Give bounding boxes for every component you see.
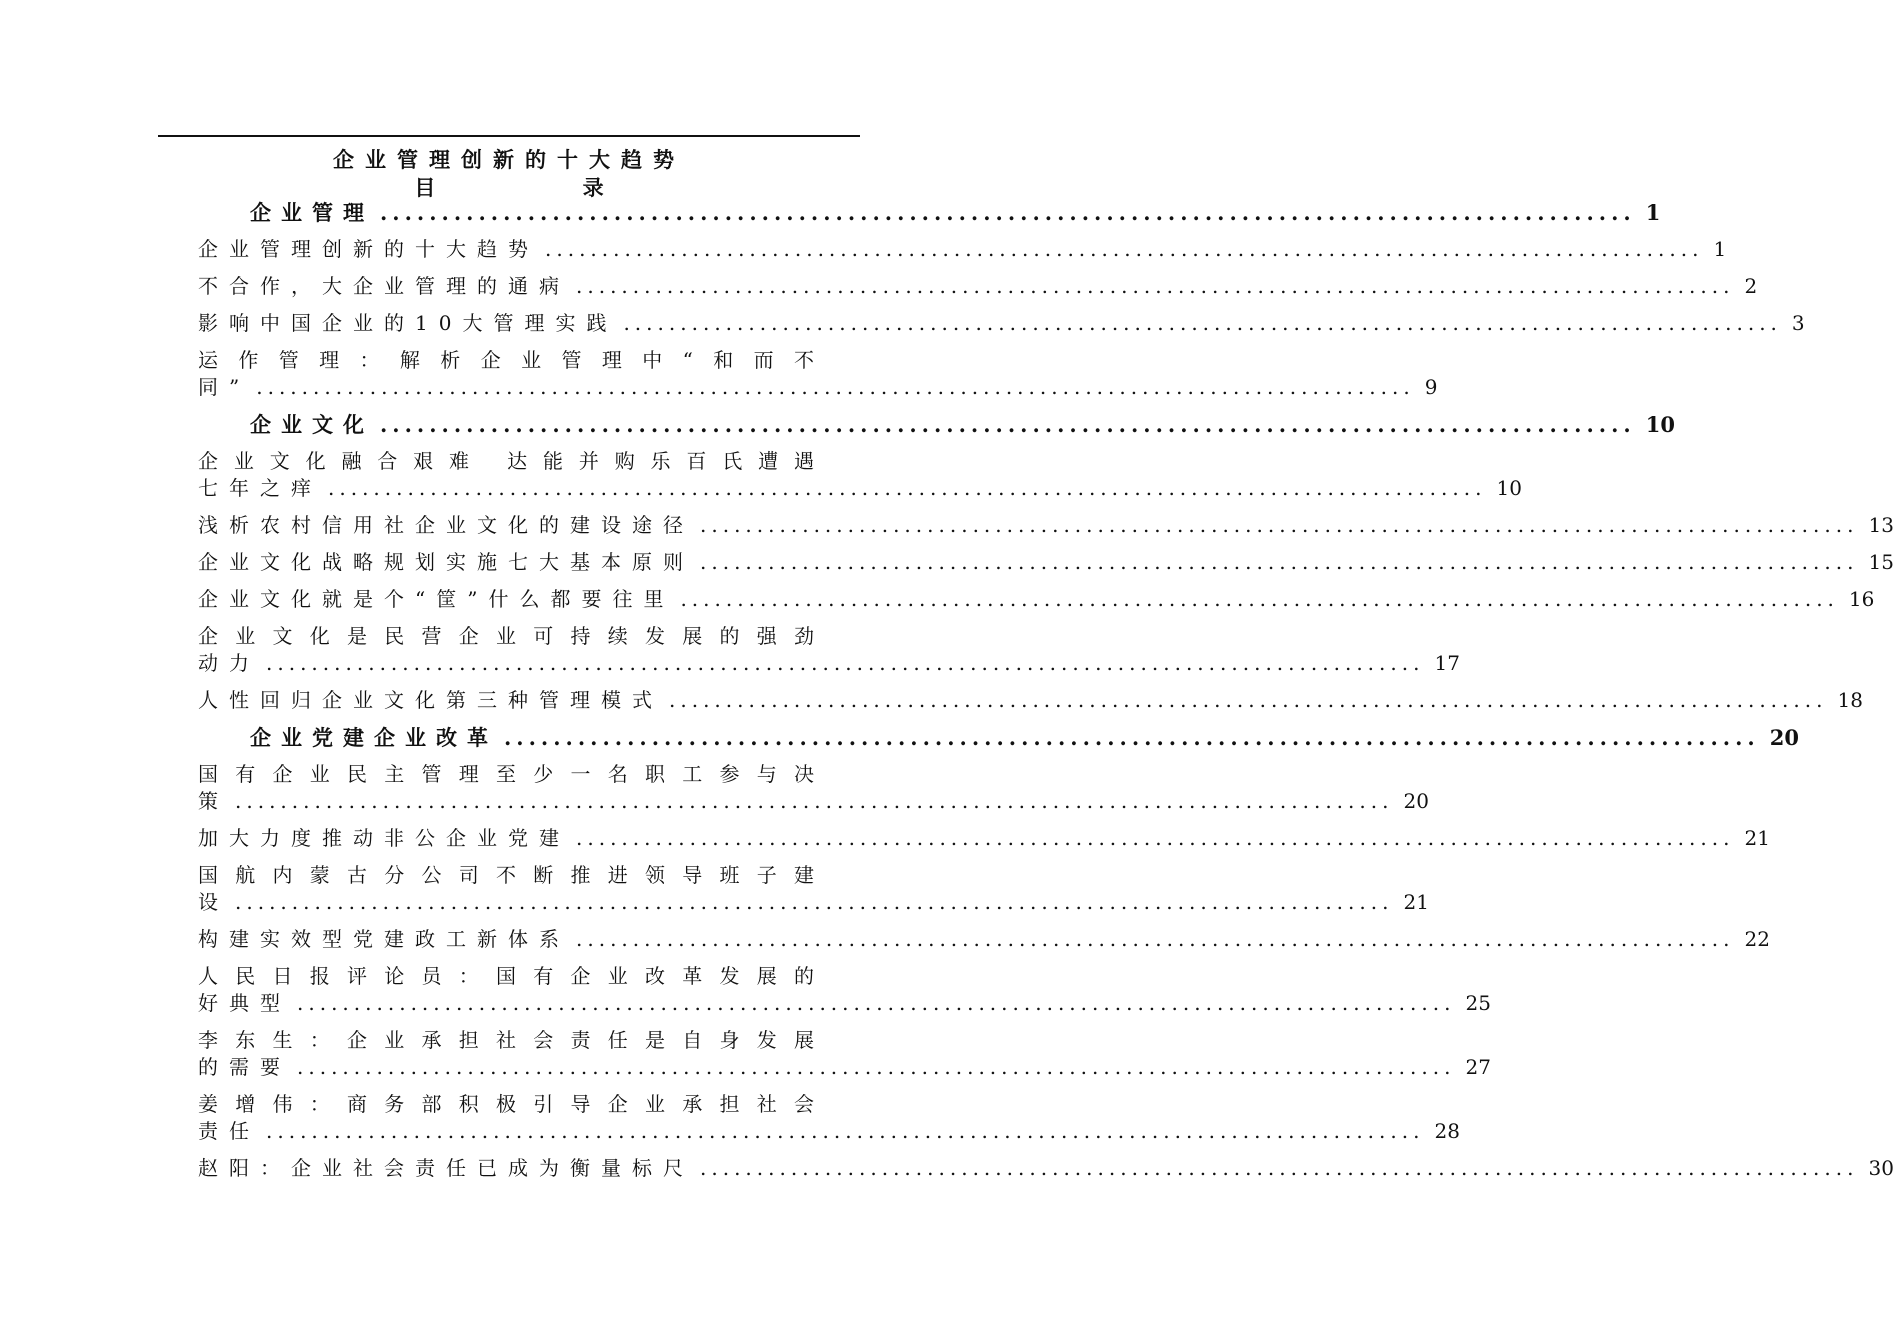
toc-leader-dots: ...................................................................................................... [623,311,1782,335]
toc-entry[interactable] [198,549,1894,576]
toc-entry-title: 赵阳：企业社会责任已成为衡量标尺 [198,1156,694,1180]
toc-entry[interactable] [198,310,1805,337]
toc-entry-line [198,687,1863,714]
toc-leader-dots: ...................................................................................................... [256,375,1415,399]
toc-entry-line [198,650,1460,677]
table-of-contents [198,199,1894,1182]
toc-entry-line [198,926,1770,953]
toc-leader-dots: ...................................................................................................... [576,927,1735,951]
toc-entry[interactable] [198,825,1770,852]
toc-entry-title: 责任 [198,1119,260,1143]
toc-page-number: 1 [1713,237,1727,261]
toc-entry-title: 不合作，大企业管理的通病 [198,274,570,298]
toc-entry-line [198,411,1675,438]
toc-leader-dots: ...................................................................................................... [576,274,1735,298]
toc-page-number: 17 [1434,651,1460,675]
toc-entry-line [198,310,1805,337]
toc-entry[interactable] [198,963,1491,1017]
toc-entry-line [198,1118,1460,1145]
toc-entry[interactable] [198,273,1758,300]
toc-page-number: 3 [1791,311,1805,335]
toc-entry[interactable] [198,862,1429,916]
toc-page-number: 20 [1403,789,1429,813]
toc-leader-dots: ...................................................................................................... [235,890,1394,914]
toc-leader-dots: ...................................................................................................... [380,412,1636,437]
toc-entry[interactable] [198,512,1894,539]
toc-entry-title-line1: 运作管理：解析企业管理中“和而不 [198,348,826,372]
toc-page-number: 21 [1744,826,1770,850]
toc-entry[interactable] [198,586,1875,613]
toc-entry[interactable] [198,761,1429,815]
toc-leader-dots: ...................................................................................................... [700,513,1859,537]
toc-page-number: 9 [1424,375,1438,399]
toc-entry-line [198,1054,1491,1081]
toc-page-number: 16 [1848,587,1875,611]
toc-entry[interactable] [198,1155,1894,1182]
toc-entry-title: 企业文化战略规划实施七大基本原则 [198,550,694,574]
toc-page-number: 22 [1744,927,1770,951]
toc-leader-dots: ...................................................................................................... [680,587,1839,611]
toc-entry[interactable] [198,623,1460,677]
toc-entry-line [198,475,1522,502]
toc-entry-title-line1: 李东生：企业承担社会责任是自身发展 [198,1028,826,1052]
toc-entry-title: 设 [198,890,229,914]
toc-page-number: 21 [1403,890,1429,914]
toc-page-number: 2 [1744,274,1758,298]
toc-entry-title: 加大力度推动非公企业党建 [198,826,570,850]
toc-leader-dots: ...................................................................................................... [235,789,1394,813]
toc-page-number: 30 [1868,1156,1894,1180]
toc-entry-line [198,512,1894,539]
toc-entry[interactable] [198,687,1863,714]
toc-entry-title-line1: 国航内蒙古分公司不断推进领导班子建 [198,863,826,887]
toc-entry-title: 企业文化就是个“筐”什么都要往里 [198,587,675,611]
toc-section-title: 企业文化 [250,412,374,437]
toc-page-number: 13 [1868,513,1894,537]
toc-leader-dots: ...................................................................................................... [266,651,1425,675]
toc-entry-line [198,990,1491,1017]
toc-entry-title: 同” [198,375,251,399]
toc-entry-title: 动力 [198,651,260,675]
toc-leader-dots: ...................................................................................................... [700,550,1859,574]
toc-entry-line [198,374,1438,401]
toc-leader-dots: ...................................................................................................... [380,200,1636,225]
toc-entry-line [198,1155,1894,1182]
toc-page-number: 25 [1465,991,1491,1015]
toc-page-number: 18 [1837,688,1863,712]
toc-section-title: 企业管理 [250,200,374,225]
toc-entry-title: 影响中国企业的10大管理实践 [198,311,618,335]
toc-entry-title: 构建实效型党建政工新体系 [198,927,570,951]
toc-section-title: 企业党建企业改革 [250,725,498,750]
toc-entry-title: 浅析农村信用社企业文化的建设途径 [198,513,694,537]
toc-leader-dots: ...................................................................................................... [328,476,1487,500]
toc-leader-dots: ...................................................................................................... [504,725,1760,750]
toc-entry-title: 好典型 [198,991,291,1015]
toc-entry[interactable] [198,1027,1491,1081]
toc-entry-title-line1: 企业文化融合艰难 达能并购乐百氏遭遇 [198,449,826,473]
toc-entry[interactable] [198,1091,1460,1145]
toc-entry-line [198,273,1758,300]
toc-page-number: 10 [1496,476,1522,500]
toc-leader-dots: ...................................................................................................... [297,1055,1456,1079]
toc-entry-line [198,236,1727,263]
document-title: 企业管理创新的十大趋势 [333,147,685,172]
toc-entry-line [198,889,1429,916]
toc-entry-title-line1: 人民日报评论员：国有企业改革发展的 [198,964,826,988]
toc-page-number: 28 [1434,1119,1460,1143]
toc-entry-line [198,586,1875,613]
toc-entry-line [198,788,1429,815]
toc-entry-line [198,199,1661,226]
toc-entry[interactable] [198,926,1770,953]
toc-page-number: 27 [1465,1055,1491,1079]
toc-entry-title-line1: 企业文化是民营企业可持续发展的强劲 [198,624,826,648]
toc-page-number: 1 [1645,200,1661,225]
toc-entry-line [198,724,1799,751]
toc-heading: 目 录 [414,175,674,200]
toc-entry-title: 七年之痒 [198,476,322,500]
toc-entry-title: 策 [198,789,229,813]
toc-entry-line [198,825,1770,852]
header-rule [158,135,860,137]
toc-entry[interactable] [198,448,1522,502]
toc-section-entry[interactable] [198,411,1675,438]
toc-leader-dots: ...................................................................................................... [297,991,1456,1015]
toc-page-number: 15 [1868,550,1894,574]
toc-page-number: 10 [1645,412,1675,437]
toc-leader-dots: ...................................................................................................... [266,1119,1425,1143]
toc-entry-title-line1: 国有企业民主管理至少一名职工参与决 [198,762,826,786]
toc-entry[interactable] [198,347,1438,401]
toc-leader-dots: ...................................................................................................... [545,237,1704,261]
toc-entry-title-line1: 姜增伟：商务部积极引导企业承担社会 [198,1092,826,1116]
toc-section-entry[interactable] [198,199,1661,226]
toc-entry-line [198,549,1894,576]
toc-page-number: 20 [1769,725,1799,750]
toc-entry-title: 人性回归企业文化第三种管理模式 [198,688,663,712]
toc-entry-title: 的需要 [198,1055,291,1079]
toc-entry-title: 企业管理创新的十大趋势 [198,237,539,261]
toc-entry[interactable] [198,236,1727,263]
toc-leader-dots: ...................................................................................................... [700,1156,1859,1180]
toc-section-entry[interactable] [198,724,1799,751]
toc-leader-dots: ...................................................................................................... [576,826,1735,850]
toc-leader-dots: ...................................................................................................... [669,688,1828,712]
